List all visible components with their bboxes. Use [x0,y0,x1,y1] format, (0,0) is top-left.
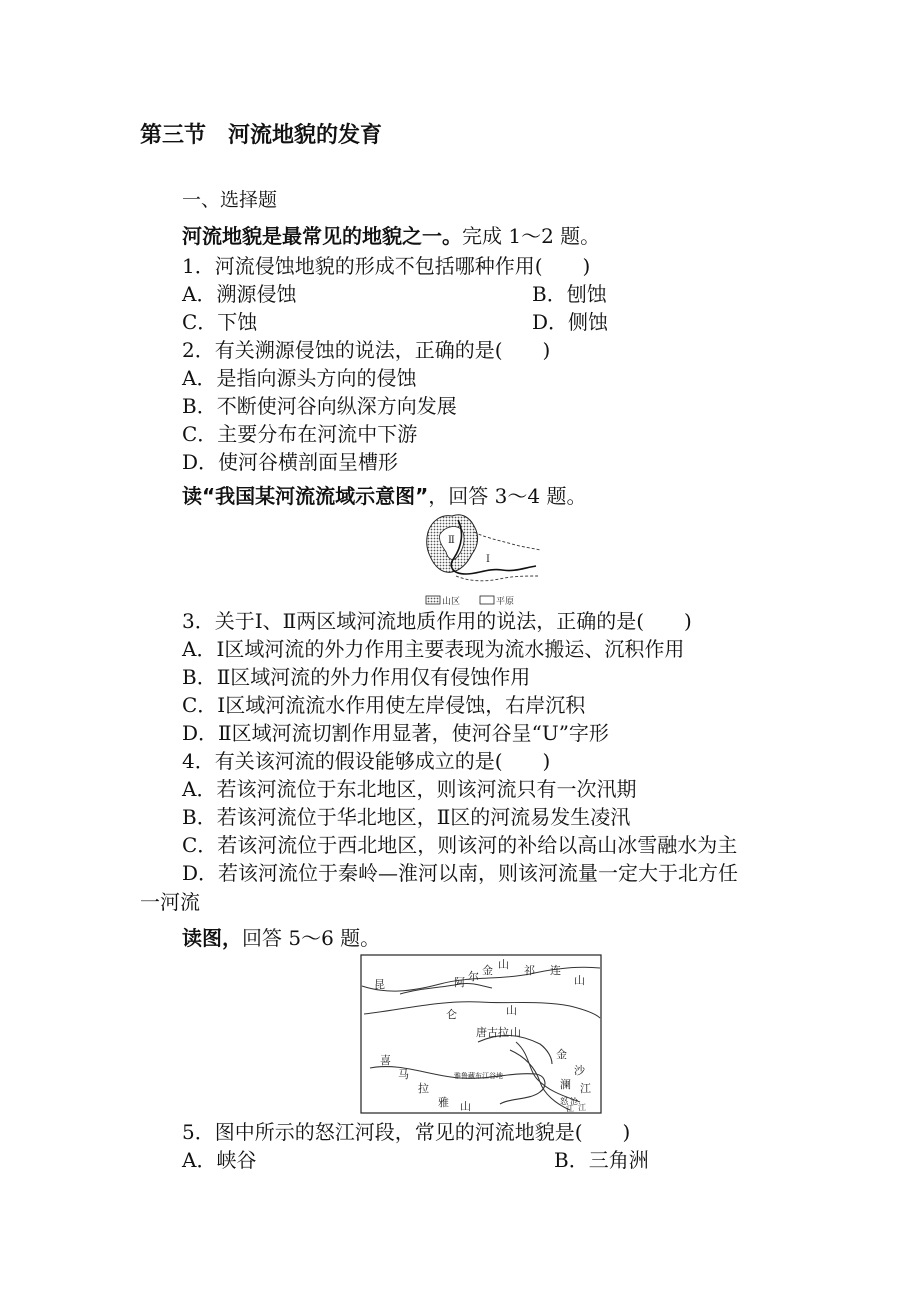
legend-plain-label: 平原 [496,597,515,607]
map-label-lan: 澜 [560,1078,571,1091]
map-label-er: 尔 [468,970,479,983]
question-5-option-b: B．三角洲 [554,1148,649,1172]
intro-3-bold: 读图， [182,926,242,950]
map-label-qi: 祁 [524,964,535,977]
intro-3-rest: 回答 5～6 题。 [242,926,381,950]
question-2-option-d: D．使河谷横剖面呈槽形 [182,450,399,474]
intro-3-4 [182,484,586,508]
map-label-jinsha-3: 江 [580,1082,591,1095]
page-title: 第三节 河流地貌的发育 [140,123,383,148]
question-3-option-a: A．Ⅰ区域河流的外力作用主要表现为流水搬运、沉积作用 [182,637,685,661]
map-label-tanggula: 唐古拉 [476,1026,509,1039]
question-2-stem: 2．有关溯源侵蚀的说法，正确的是( ) [182,338,551,362]
map-label-jiang-lancang: 江 [578,1103,586,1112]
legend-mountain-swatch [426,596,440,604]
map-label-xi: 喜 [380,1054,391,1067]
legend-plain-swatch [480,596,494,604]
question-2-option-b: B．不断使河谷向纵深方向发展 [182,394,457,418]
map-label-ya: 雅 [438,1096,449,1109]
question-3-option-b: B．Ⅱ区域河流的外力作用仅有侵蚀作用 [182,665,531,689]
question-1-stem: 1．河流侵蚀地貌的形成不包括哪种作用( ) [182,254,591,278]
question-4-stem: 4．有关该河流的假设能够成立的是( ) [182,749,551,773]
map-label-shan-himalaya: 山 [460,1100,471,1113]
question-4-option-b: B．若该河流位于华北地区，Ⅱ区的河流易发生凌汛 [182,805,631,829]
question-3-option-c: C．Ⅰ区域河流流水作用使左岸侵蚀，右岸沉积 [182,693,586,717]
map-label-yarlung-valley: 雅鲁藏布江谷地 [454,1072,503,1080]
section-heading: 一、选择题 [182,189,278,211]
map-label-shan-tanggula: 山 [510,1026,521,1039]
map-label-lian: 连 [550,964,561,977]
intro-1-2 [182,224,600,248]
basin-boundary-south [456,576,538,581]
river-basin-figure [418,510,546,608]
region-label-1: Ⅰ [486,554,490,565]
map-label-cang: 沧 [570,1097,578,1106]
map-label-ma: 马 [398,1068,409,1081]
question-4-option-a: A．若该河流位于东北地区，则该河流只有一次汛期 [182,777,637,801]
map-label-shan-altun: 山 [498,958,509,971]
question-1-option-b: B．刨蚀 [532,282,607,306]
legend-mountain-label: 山区 [442,597,461,607]
question-1-option-a: A．溯源侵蚀 [182,282,297,306]
tibet-rivers-map [360,954,602,1114]
question-3-option-d: D．Ⅱ区域河流切割作用显著，使河谷呈“U”字形 [182,721,609,745]
map-label-lun: 仑 [446,1008,457,1021]
map-label-jinsha-2: 沙 [574,1064,585,1077]
map-label-jinsha-1: 金 [556,1048,567,1061]
region-label-2: Ⅱ [448,535,455,546]
question-2-option-c: C．主要分布在河流中下游 [182,422,418,446]
map-label-la: 拉 [418,1082,429,1095]
map-label-shan-qilian: 山 [574,974,585,987]
question-5-stem: 5．图中所示的怒江河段，常见的河流地貌是( ) [182,1120,631,1144]
question-4-option-c: C．若该河流位于西北地区，则该河的补给以高山冰雪融水为主 [182,833,738,857]
map-label-shan-kunlun: 山 [506,1004,517,1017]
question-3-stem: 3．关于Ⅰ、Ⅱ两区域河流地质作用的说法，正确的是( ) [182,609,692,633]
map-label-a: 阿 [454,976,465,989]
map-label-kun: 昆 [374,978,385,991]
question-1-option-d: D．侧蚀 [532,310,609,334]
question-2-option-a: A．是指向源头方向的侵蚀 [182,366,417,390]
intro-2-bold: “我国某河流流域示意图” [202,484,429,508]
basin-boundary-north [474,532,540,550]
intro-2-rest: ，回答 3～4 题。 [428,484,587,508]
question-4-option-d-continued: 一河流 [140,890,200,914]
intro-1-bold: 河流地貌是最常见的地貌之一。 [182,224,462,248]
map-label-jiang-nu: 江 [566,1104,574,1113]
map-label-nu: 怒 [560,1097,568,1106]
map-label-jin: 金 [482,964,493,977]
intro-2-pre: 读 [182,484,202,508]
intro-5-6 [182,926,380,950]
intro-1-rest: 完成 1～2 题。 [462,224,601,248]
question-1-option-c: C．下蚀 [182,310,258,334]
question-5-option-a: A．峡谷 [182,1148,257,1172]
question-4-option-d: D．若该河流位于秦岭—淮河以南，则该河流量一定大于北方任 [182,861,739,885]
